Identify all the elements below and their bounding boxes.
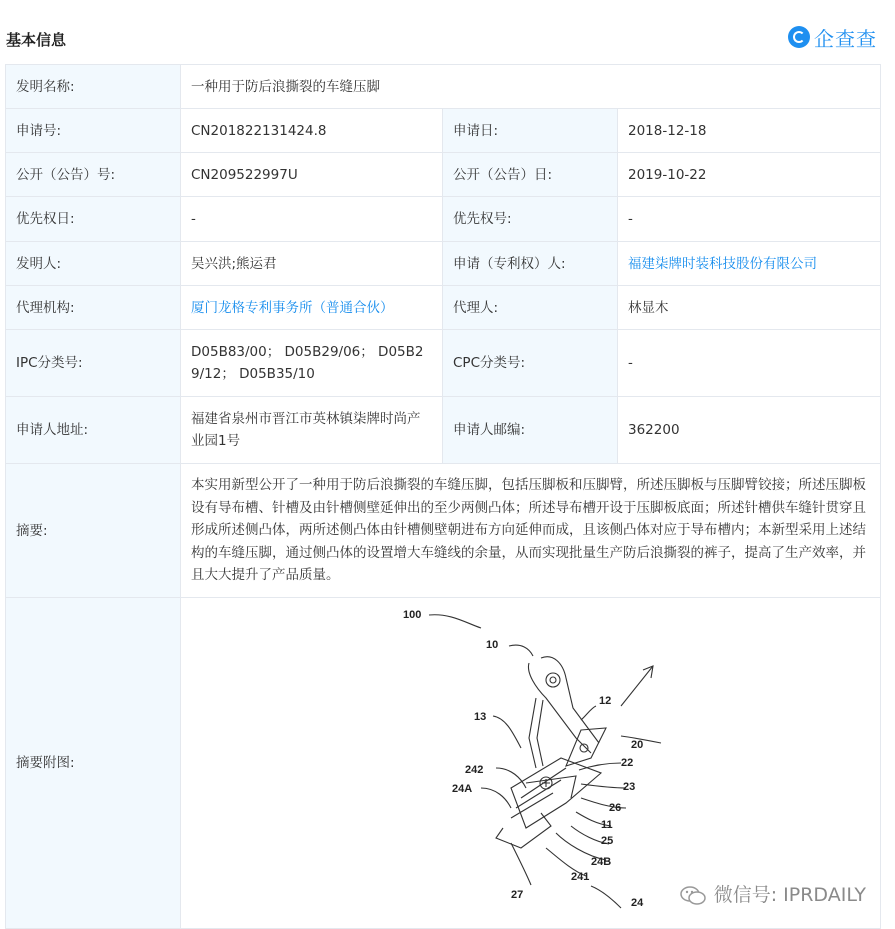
application-date-value: 2018-12-18 <box>618 109 881 153</box>
publication-date-value: 2019-10-22 <box>618 153 881 197</box>
patent-info-table <box>5 64 881 929</box>
table-row <box>6 153 881 197</box>
figure-label-27: 27 <box>511 889 524 901</box>
postcode-value: 362200 <box>618 397 881 464</box>
table-row <box>6 330 881 397</box>
priority-date-value: - <box>181 197 443 242</box>
section-title: 基本信息 <box>6 31 67 49</box>
applicant-link[interactable]: 福建柒牌时装科技股份有限公司 <box>628 255 817 272</box>
table-row <box>6 464 881 598</box>
figure-label-24A: 24A <box>452 783 473 795</box>
wechat-watermark <box>680 884 866 906</box>
figure-label-10: 10 <box>486 639 499 651</box>
agency-link[interactable]: 厦门龙格专利事务所（普通合伙） <box>191 299 394 316</box>
figure-label-23: 23 <box>623 781 636 793</box>
figure-label: 摘要附图: <box>6 598 181 929</box>
figure-label-242: 242 <box>465 764 484 776</box>
inventor-label: 发明人: <box>6 242 181 286</box>
inventor-value: 吴兴洪;熊运君 <box>181 242 443 286</box>
figure-label-25: 25 <box>601 835 614 847</box>
wechat-icon <box>680 885 706 905</box>
agent-value: 林显木 <box>618 286 881 330</box>
publication-number-label: 公开（公告）号: <box>6 153 181 197</box>
publication-date-label: 公开（公告）日: <box>443 153 618 197</box>
presser-foot-drawing <box>181 598 881 928</box>
watermark-text: 微信号: IPRDAILY <box>713 884 866 906</box>
logo-text: 企查查 <box>814 26 877 51</box>
applicant-label: 申请（专利权）人: <box>443 242 618 286</box>
qichacha-logo-icon <box>788 26 810 48</box>
figure-label-20: 20 <box>631 739 644 751</box>
table-row <box>6 397 881 464</box>
cpc-label: CPC分类号: <box>443 330 618 397</box>
figure-label-11: 11 <box>601 819 613 831</box>
address-label: 申请人地址: <box>6 397 181 464</box>
agency-label: 代理机构: <box>6 286 181 330</box>
address-value: 福建省泉州市晋江市英林镇柒牌时尚产业园1号 <box>181 397 443 464</box>
ipc-value: D05B83/00； D05B29/06； D05B29/12； D05B35/10 <box>181 330 443 397</box>
figure-label-13: 13 <box>474 711 487 723</box>
priority-date-label: 优先权日: <box>6 197 181 242</box>
table-row <box>6 242 881 286</box>
abstract-figure-cell <box>181 598 881 929</box>
figure-label-12: 12 <box>599 695 612 707</box>
figure-label-241: 241 <box>571 871 590 883</box>
table-row <box>6 286 881 330</box>
application-date-label: 申请日: <box>443 109 618 153</box>
figure-label-26: 26 <box>609 802 622 814</box>
figure-label-24: 24 <box>631 897 644 909</box>
priority-number-value: - <box>618 197 881 242</box>
agency-value <box>181 286 443 330</box>
section-header <box>0 0 895 64</box>
abstract-label: 摘要: <box>6 464 181 598</box>
applicant-value <box>618 242 881 286</box>
postcode-label: 申请人邮编: <box>443 397 618 464</box>
figure-label-24B: 24B <box>591 856 612 868</box>
table-row <box>6 197 881 242</box>
application-number-label: 申请号: <box>6 109 181 153</box>
priority-number-label: 优先权号: <box>443 197 618 242</box>
table-row <box>6 65 881 109</box>
table-row <box>6 109 881 153</box>
invention-name-label: 发明名称: <box>6 65 181 109</box>
figure-label-100: 100 <box>403 609 422 621</box>
qichacha-logo[interactable] <box>788 24 877 50</box>
table-row <box>6 598 881 929</box>
ipc-label: IPC分类号: <box>6 330 181 397</box>
cpc-value: - <box>618 330 881 397</box>
publication-number-value: CN209522997U <box>181 153 443 197</box>
figure-label-22: 22 <box>621 757 634 769</box>
application-number-value: CN201822131424.8 <box>181 109 443 153</box>
invention-name-value: 一种用于防后浪撕裂的车缝压脚 <box>181 65 881 109</box>
abstract-value: 本实用新型公开了一种用于防后浪撕裂的车缝压脚，包括压脚板和压脚臂，所述压脚板与压脚臂铰接；所述压脚板设有导布槽、针槽及由针槽侧壁延伸出的至少两侧凸体；所述导布槽开设于压脚板底面；所述针槽供车缝针贯穿且形成所述侧凸体，两所述侧凸体由针槽侧壁朝进布方向延伸而成，且该侧凸体对应于导布槽内；本新型采用上述结构的车缝压脚，通过侧凸体的设置增大车缝线的余量，从而实现批量生产防后浪撕裂的裤子，提高了生产效率，并且大大提升了产品质量。 <box>181 464 881 598</box>
agent-label: 代理人: <box>443 286 618 330</box>
